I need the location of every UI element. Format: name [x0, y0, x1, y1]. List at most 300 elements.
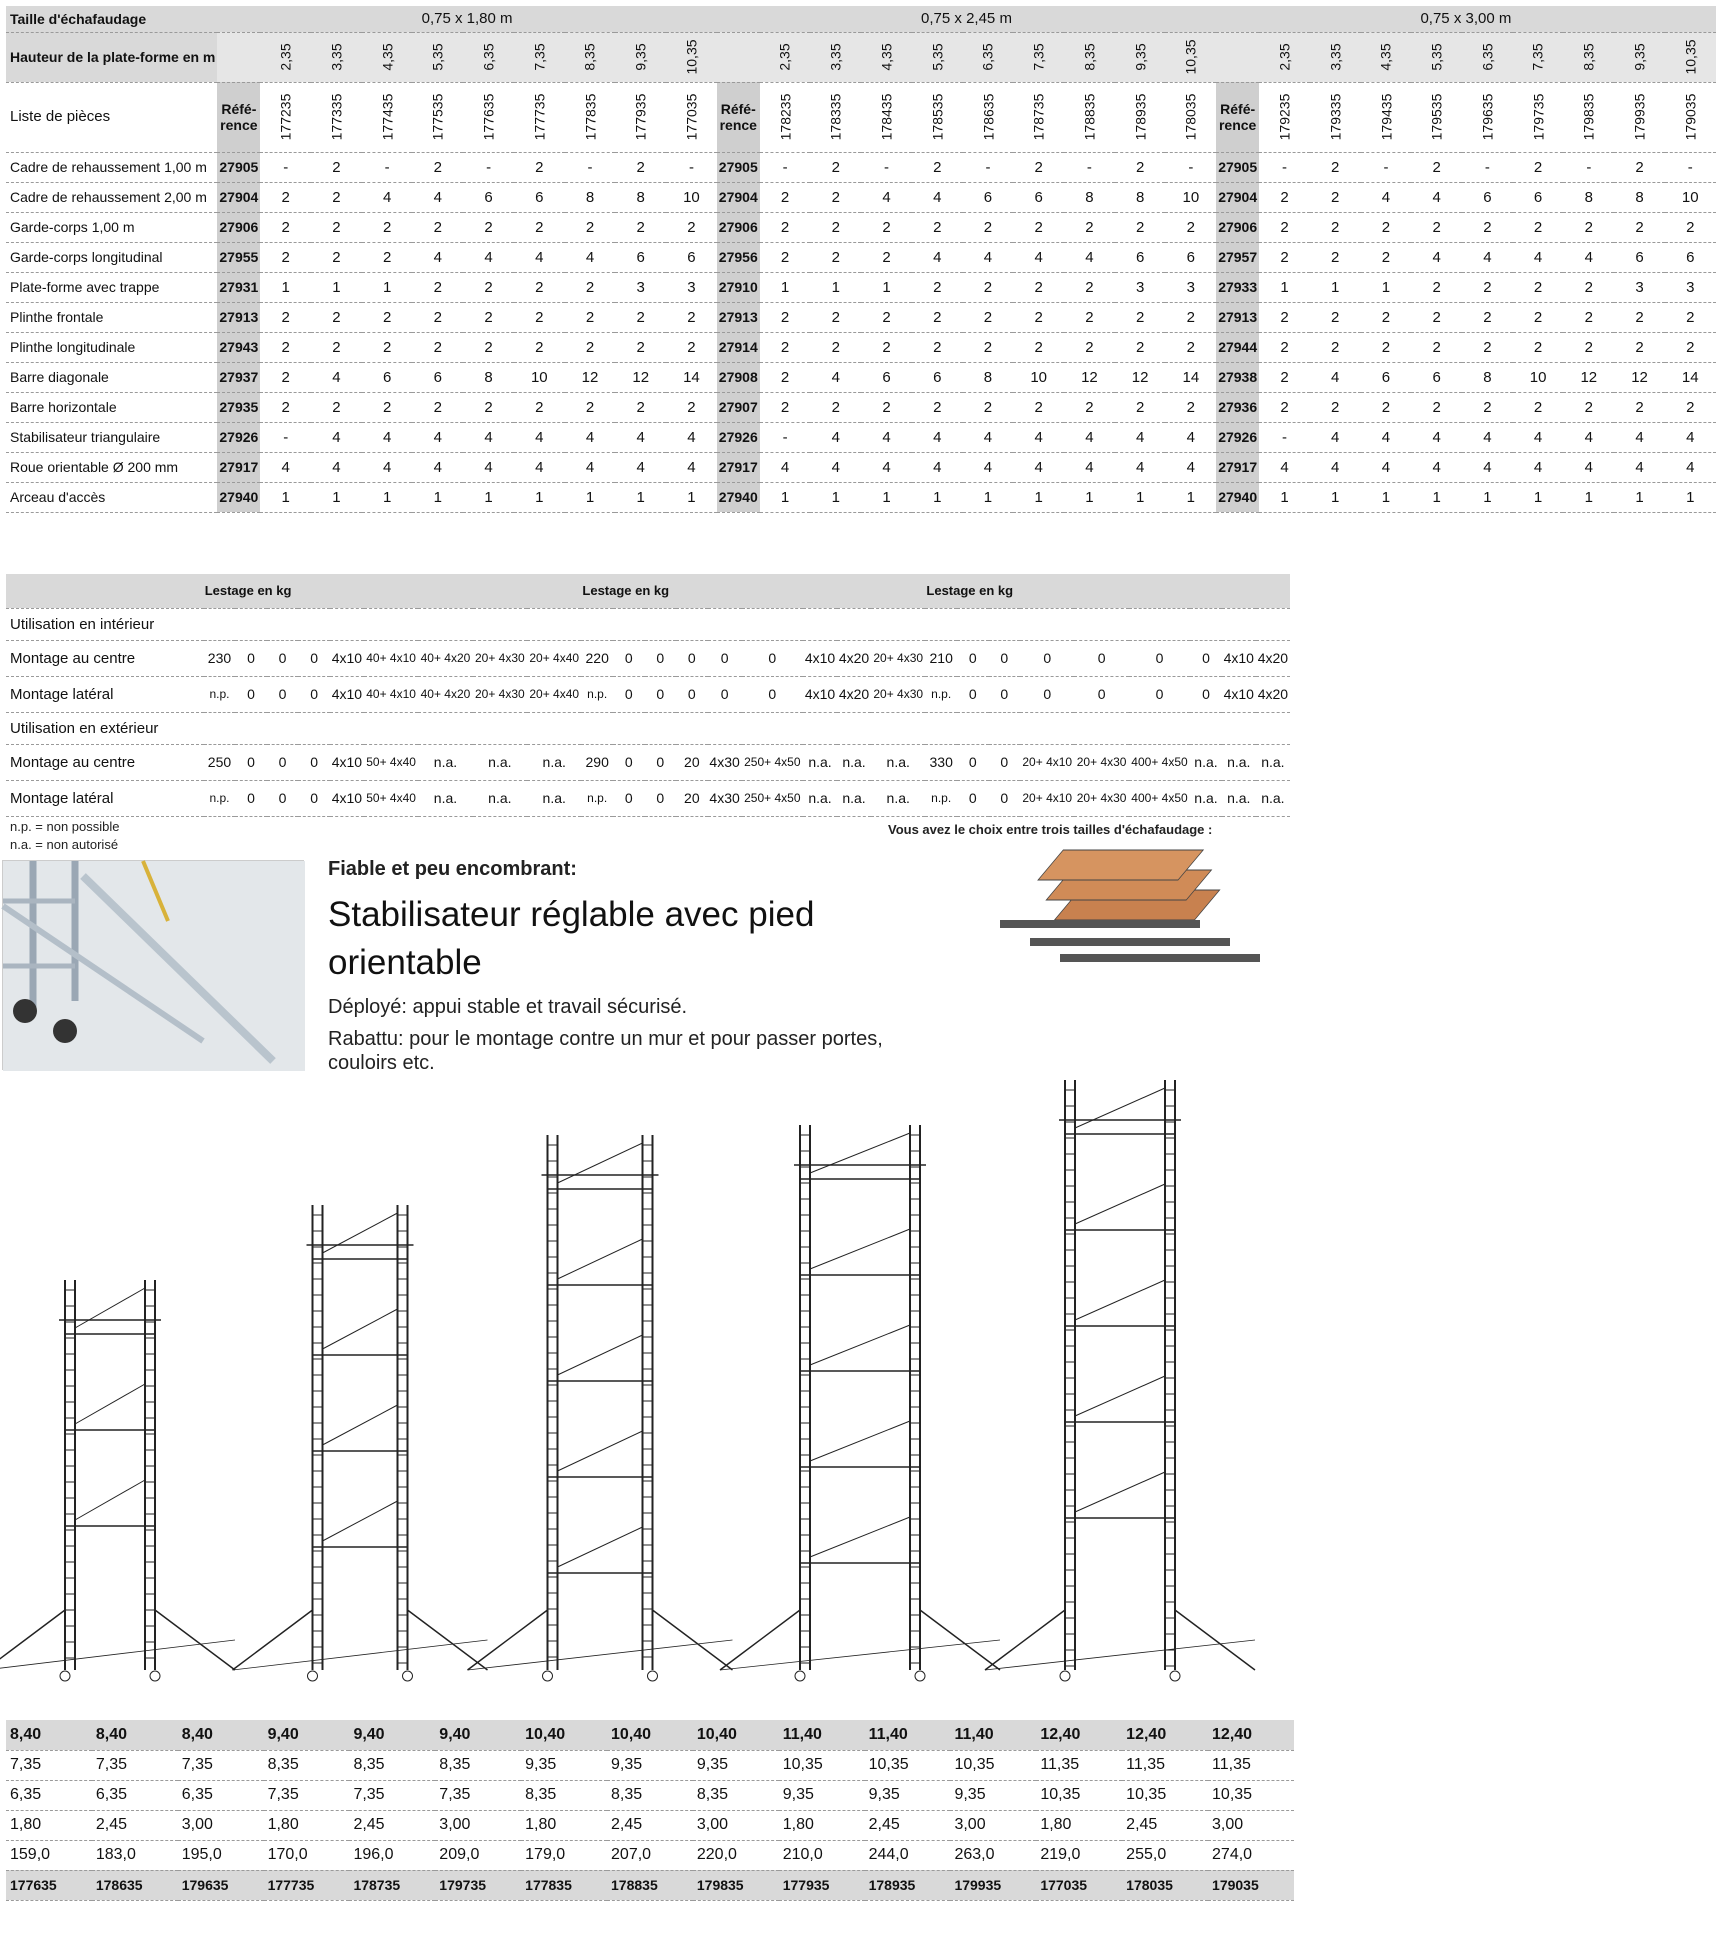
- ballast-value: n.a.: [1190, 780, 1222, 816]
- ballast-value: 40+ 4x20: [418, 640, 472, 676]
- dimension-value: 6,35: [92, 1780, 178, 1810]
- part-quantity: 1: [760, 272, 811, 302]
- part-quantity: 2: [912, 392, 963, 422]
- part-quantity: 2: [1064, 272, 1115, 302]
- part-quantity: 2: [1013, 272, 1064, 302]
- part-quantity: -: [1563, 152, 1614, 182]
- part-reference: 27957: [1216, 242, 1259, 272]
- part-quantity: 4: [412, 422, 463, 452]
- part-quantity: 2: [260, 392, 311, 422]
- part-quantity: 4: [412, 182, 463, 212]
- part-quantity: 2: [760, 212, 811, 242]
- part-quantity: 2: [1259, 332, 1310, 362]
- part-quantity: 2: [1310, 332, 1361, 362]
- dimension-value: 10,35: [950, 1750, 1036, 1780]
- ballast-header: Lestage en kg: [926, 583, 1014, 599]
- dimension-value: 8,35: [264, 1750, 350, 1780]
- ballast-value: 0: [613, 744, 645, 780]
- part-reference: 27944: [1216, 332, 1259, 362]
- part-reference: 27905: [1216, 152, 1259, 182]
- ballast-value: 40+ 4x10: [364, 640, 418, 676]
- ballast-row: [6, 780, 1290, 816]
- height-value: 4,35: [878, 42, 895, 71]
- part-name: Garde-corps longitudinal: [6, 242, 217, 272]
- part-quantity: 6: [1165, 242, 1216, 272]
- ballast-value: 4x20: [837, 640, 871, 676]
- part-quantity: 2: [1361, 392, 1412, 422]
- part-quantity: 2: [463, 212, 514, 242]
- ballast-value: 330: [925, 744, 957, 780]
- part-quantity: 2: [1563, 392, 1614, 422]
- diagonal-brace: [558, 1431, 643, 1471]
- note-na: n.a. = non autorisé: [10, 837, 119, 852]
- stabiliser: [653, 1610, 733, 1670]
- height-value: 3,35: [328, 42, 345, 71]
- part-quantity: 12: [615, 362, 666, 392]
- legend-notes: [10, 818, 120, 854]
- dimension-value: 210,0: [779, 1840, 865, 1870]
- part-quantity: 4: [362, 452, 413, 482]
- part-quantity: 2: [810, 302, 861, 332]
- part-quantity: -: [463, 152, 514, 182]
- part-quantity: 2: [1614, 332, 1665, 362]
- part-quantity: -: [963, 152, 1014, 182]
- ballast-value: 0: [676, 640, 708, 676]
- dimension-value: 2,45: [92, 1810, 178, 1840]
- dimension-value: 8,40: [178, 1720, 264, 1750]
- part-quantity: 2: [810, 332, 861, 362]
- height-value: 9,35: [632, 42, 649, 71]
- diagonal-brace: [558, 1527, 643, 1567]
- ballast-value: 0: [267, 780, 299, 816]
- part-quantity: 2: [1115, 212, 1166, 242]
- dimension-value: 6,35: [6, 1780, 92, 1810]
- article-code: 178035: [1182, 93, 1199, 140]
- dimension-value: 9,35: [950, 1780, 1036, 1810]
- part-name: Stabilisateur triangulaire: [6, 422, 217, 452]
- dimension-value: 2,45: [607, 1810, 693, 1840]
- dimension-value: 209,0: [435, 1840, 521, 1870]
- part-quantity: 2: [1115, 332, 1166, 362]
- feature-folded: Rabattu: pour le montage contre un mur et pour passer portes, couloirs etc.: [328, 1028, 883, 1074]
- part-quantity: 2: [963, 392, 1014, 422]
- part-quantity: 2: [1361, 242, 1412, 272]
- part-quantity: 1: [1462, 482, 1513, 512]
- part-quantity: 1: [1614, 482, 1665, 512]
- part-quantity: 2: [1310, 212, 1361, 242]
- feature-kicker: Fiable et peu encombrant:: [328, 858, 577, 880]
- ballast-value: n.a.: [418, 780, 472, 816]
- part-quantity: -: [666, 152, 717, 182]
- dimension-value: 9,35: [607, 1750, 693, 1780]
- part-quantity: 6: [1462, 182, 1513, 212]
- ballast-value: 250+ 4x50: [742, 744, 803, 780]
- dimension-value: 179635: [178, 1870, 264, 1900]
- dimension-value: 3,00: [178, 1810, 264, 1840]
- height-value: 8,35: [1081, 42, 1098, 71]
- part-quantity: 2: [412, 212, 463, 242]
- part-quantity: 6: [912, 362, 963, 392]
- part-quantity: 2: [1563, 272, 1614, 302]
- height-value: 4,35: [1377, 42, 1394, 71]
- dimension-value: 196,0: [349, 1840, 435, 1870]
- part-quantity: 2: [912, 272, 963, 302]
- usage-section: Utilisation en intérieur: [6, 608, 1290, 640]
- part-quantity: 4: [1665, 452, 1716, 482]
- dimension-value: 9,35: [521, 1750, 607, 1780]
- part-quantity: 2: [1513, 392, 1564, 422]
- ballast-value: 40+ 4x10: [364, 676, 418, 712]
- dimension-value: 8,35: [521, 1780, 607, 1810]
- part-quantity: 2: [463, 272, 514, 302]
- part-quantity: 2: [463, 392, 514, 422]
- part-quantity: 4: [1064, 452, 1115, 482]
- part-quantity: 2: [1310, 242, 1361, 272]
- part-quantity: 2: [463, 302, 514, 332]
- ballast-value: 400+ 4x50: [1129, 744, 1190, 780]
- part-quantity: 4: [1563, 242, 1614, 272]
- dimension-value: 1,80: [264, 1810, 350, 1840]
- part-quantity: 4: [311, 422, 362, 452]
- part-quantity: 2: [1259, 212, 1310, 242]
- dimension-value: 177035: [1036, 1870, 1122, 1900]
- part-quantity: 2: [1310, 182, 1361, 212]
- ballast-value: n.a.: [1256, 744, 1290, 780]
- dimension-row: [6, 1870, 1294, 1900]
- part-quantity: 2: [412, 392, 463, 422]
- part-quantity: 4: [615, 422, 666, 452]
- stabiliser: [408, 1610, 488, 1670]
- stabiliser: [233, 1610, 313, 1670]
- dimension-value: 2,45: [349, 1810, 435, 1840]
- dimension-value: 8,35: [607, 1780, 693, 1810]
- ballast-value: 400+ 4x50: [1129, 780, 1190, 816]
- ballast-value: 0: [957, 744, 989, 780]
- ballast-row: [6, 744, 1290, 780]
- part-quantity: 6: [463, 182, 514, 212]
- part-reference: 27917: [1216, 452, 1259, 482]
- code-header-row: [6, 82, 1716, 152]
- ballast-value: 0: [267, 640, 299, 676]
- dimension-value: 10,40: [607, 1720, 693, 1750]
- part-quantity: 8: [1462, 362, 1513, 392]
- part-quantity: -: [1064, 152, 1115, 182]
- dimension-value: 263,0: [950, 1840, 1036, 1870]
- part-quantity: 1: [1563, 482, 1614, 512]
- part-quantity: 4: [810, 362, 861, 392]
- part-quantity: 4: [1361, 182, 1412, 212]
- part-quantity: 2: [1361, 332, 1412, 362]
- stabiliser: [468, 1640, 733, 1670]
- part-row: [6, 182, 1716, 212]
- part-quantity: 2: [1411, 212, 1462, 242]
- part-quantity: 2: [311, 182, 362, 212]
- article-code: 178335: [827, 93, 844, 140]
- part-quantity: 4: [1013, 242, 1064, 272]
- ballast-value: 0: [1074, 640, 1128, 676]
- part-quantity: 4: [666, 452, 717, 482]
- part-quantity: 2: [861, 332, 912, 362]
- part-quantity: 1: [912, 482, 963, 512]
- part-quantity: 1: [1310, 272, 1361, 302]
- part-quantity: 2: [963, 212, 1014, 242]
- part-quantity: 4: [963, 242, 1014, 272]
- diagonal-brace: [323, 1213, 398, 1253]
- height-value: 6,35: [979, 42, 996, 71]
- stabiliser: [1175, 1610, 1255, 1670]
- diagonal-brace: [1075, 1088, 1165, 1128]
- part-quantity: 2: [463, 332, 514, 362]
- part-quantity: 4: [912, 452, 963, 482]
- platform-sizes-image: [980, 830, 1280, 970]
- part-quantity: 2: [760, 242, 811, 272]
- part-quantity: 2: [760, 182, 811, 212]
- part-reference: 27904: [1216, 182, 1259, 212]
- ballast-value: 0: [676, 676, 708, 712]
- part-quantity: 2: [565, 272, 616, 302]
- part-quantity: 2: [1513, 332, 1564, 362]
- part-quantity: 4: [1411, 182, 1462, 212]
- part-quantity: 2: [362, 392, 413, 422]
- size-title: Taille d'échafaudage: [6, 6, 217, 32]
- part-reference: 27907: [717, 392, 760, 422]
- reference-label: Réfé-rence: [717, 82, 760, 152]
- ballast-header: Lestage en kg: [582, 583, 670, 599]
- diagonal-brace: [810, 1229, 910, 1269]
- height-value: 5,35: [429, 42, 446, 71]
- part-quantity: 2: [1013, 302, 1064, 332]
- part-quantity: -: [861, 152, 912, 182]
- wheel: [1170, 1671, 1180, 1681]
- part-quantity: 2: [1563, 332, 1614, 362]
- part-quantity: 1: [760, 482, 811, 512]
- part-quantity: 6: [1361, 362, 1412, 392]
- part-quantity: -: [1361, 152, 1412, 182]
- article-code: 178935: [1132, 93, 1149, 140]
- part-quantity: 2: [1462, 272, 1513, 302]
- dimension-row: [6, 1840, 1294, 1870]
- height-value: 3,35: [1327, 42, 1344, 71]
- part-name: Plinthe frontale: [6, 302, 217, 332]
- part-quantity: 1: [260, 482, 311, 512]
- part-quantity: 4: [1361, 452, 1412, 482]
- height-value: 6,35: [1479, 42, 1496, 71]
- part-quantity: 2: [1665, 212, 1716, 242]
- part-quantity: 2: [412, 332, 463, 362]
- part-quantity: 1: [1064, 482, 1115, 512]
- part-quantity: -: [362, 152, 413, 182]
- dimension-value: 7,35: [264, 1780, 350, 1810]
- part-row: [6, 302, 1716, 332]
- ballast-value: 290: [581, 744, 613, 780]
- dimension-value: 159,0: [6, 1840, 92, 1870]
- dimension-value: 8,35: [349, 1750, 435, 1780]
- ballast-value: 50+ 4x40: [364, 744, 418, 780]
- part-quantity: 4: [615, 452, 666, 482]
- part-quantity: 2: [1411, 152, 1462, 182]
- part-quantity: 2: [1614, 212, 1665, 242]
- part-quantity: 4: [1462, 242, 1513, 272]
- wheel: [1060, 1671, 1070, 1681]
- part-quantity: 4: [1411, 452, 1462, 482]
- article-code: 178235: [777, 93, 794, 140]
- ballast-value: 20+ 4x30: [473, 676, 527, 712]
- diagonal-brace: [75, 1480, 145, 1520]
- ballast-value: 0: [742, 676, 803, 712]
- part-quantity: 2: [1513, 302, 1564, 332]
- part-reference: 27937: [217, 362, 260, 392]
- part-quantity: 2: [963, 302, 1014, 332]
- diagonal-brace: [810, 1421, 910, 1461]
- part-quantity: 2: [1513, 272, 1564, 302]
- part-quantity: 4: [1115, 452, 1166, 482]
- ballast-value: n.p.: [581, 780, 613, 816]
- part-quantity: 4: [810, 422, 861, 452]
- part-quantity: 2: [362, 332, 413, 362]
- ballast-value: 0: [235, 780, 267, 816]
- ballast-value: n.a.: [473, 780, 527, 816]
- dimension-row: [6, 1780, 1294, 1810]
- part-quantity: 2: [1411, 272, 1462, 302]
- dimension-value: 7,35: [6, 1750, 92, 1780]
- ballast-value: 0: [298, 780, 330, 816]
- part-quantity: 1: [861, 482, 912, 512]
- dimension-row: [6, 1720, 1294, 1750]
- part-quantity: 1: [666, 482, 717, 512]
- part-quantity: 2: [1064, 302, 1115, 332]
- wheel: [543, 1671, 553, 1681]
- part-quantity: 2: [565, 212, 616, 242]
- ballast-value: 0: [989, 640, 1021, 676]
- part-row: [6, 362, 1716, 392]
- part-quantity: 1: [311, 482, 362, 512]
- dimension-value: 10,40: [693, 1720, 779, 1750]
- dimension-value: 179935: [950, 1870, 1036, 1900]
- part-quantity: 1: [861, 272, 912, 302]
- part-quantity: 2: [1563, 212, 1614, 242]
- part-quantity: 4: [260, 452, 311, 482]
- dimension-value: 2,45: [865, 1810, 951, 1840]
- part-quantity: 2: [1462, 212, 1513, 242]
- ballast-value: 0: [1074, 676, 1128, 712]
- dimension-value: 12,40: [1122, 1720, 1208, 1750]
- ballast-value: n.p.: [204, 676, 236, 712]
- part-quantity: 2: [963, 332, 1014, 362]
- mount-type: Montage au centre: [6, 744, 204, 780]
- ballast-value: n.a.: [871, 744, 925, 780]
- ballast-value: 0: [267, 676, 299, 712]
- size-choice-caption: Vous avez le choix entre trois tailles d'échafaudage :: [888, 822, 1213, 837]
- ballast-value: n.p.: [925, 780, 957, 816]
- part-quantity: 1: [362, 482, 413, 512]
- part-quantity: 1: [514, 482, 565, 512]
- ballast-value: 0: [613, 780, 645, 816]
- dimension-value: 170,0: [264, 1840, 350, 1870]
- ballast-value: n.p.: [581, 676, 613, 712]
- part-quantity: 4: [514, 452, 565, 482]
- ballast-value: 0: [267, 744, 299, 780]
- part-quantity: 2: [666, 392, 717, 422]
- dimension-value: 12,40: [1036, 1720, 1122, 1750]
- dimension-value: 1,80: [1036, 1810, 1122, 1840]
- part-quantity: 4: [1115, 422, 1166, 452]
- part-quantity: 4: [1462, 422, 1513, 452]
- article-code: 178435: [878, 93, 895, 140]
- article-code: 179235: [1276, 93, 1293, 140]
- part-quantity: 2: [760, 302, 811, 332]
- article-code: 177335: [328, 93, 345, 140]
- part-quantity: 1: [1411, 482, 1462, 512]
- part-reference: 27926: [717, 422, 760, 452]
- part-reference: 27955: [217, 242, 260, 272]
- part-quantity: 2: [1462, 332, 1513, 362]
- ballast-value: 0: [645, 640, 677, 676]
- note-np: n.p. = non possible: [10, 819, 120, 834]
- dimension-value: 2,45: [1122, 1810, 1208, 1840]
- part-name: Cadre de rehaussement 1,00 m: [6, 152, 217, 182]
- height-value: 7,35: [1030, 42, 1047, 71]
- dimension-value: 207,0: [607, 1840, 693, 1870]
- ballast-value: n.p.: [204, 780, 236, 816]
- part-quantity: 4: [1013, 452, 1064, 482]
- part-quantity: 6: [615, 242, 666, 272]
- ballast-value: 0: [1020, 676, 1074, 712]
- ballast-value: 4x20: [1256, 640, 1290, 676]
- size-header-row: [6, 6, 1716, 32]
- part-quantity: 4: [565, 422, 616, 452]
- ballast-value: n.a.: [527, 744, 581, 780]
- height-value: 9,35: [1132, 42, 1149, 71]
- diagonal-brace: [323, 1309, 398, 1349]
- wheel: [403, 1671, 413, 1681]
- part-name: Arceau d'accès: [6, 482, 217, 512]
- part-quantity: 2: [260, 362, 311, 392]
- part-reference: 27908: [717, 362, 760, 392]
- dimension-value: 1,80: [779, 1810, 865, 1840]
- part-quantity: 8: [615, 182, 666, 212]
- dimension-value: 8,40: [6, 1720, 92, 1750]
- height-value: 2,35: [1276, 42, 1293, 71]
- part-quantity: 10: [1013, 362, 1064, 392]
- diagonal-brace: [558, 1239, 643, 1279]
- part-quantity: 4: [1310, 452, 1361, 482]
- part-quantity: 6: [1665, 242, 1716, 272]
- ballast-value: 210: [925, 640, 957, 676]
- diagonal-brace: [558, 1335, 643, 1375]
- article-code: 178635: [979, 93, 996, 140]
- ballast-value: 0: [1129, 676, 1190, 712]
- part-quantity: 2: [311, 212, 362, 242]
- ballast-value: 0: [235, 744, 267, 780]
- size-1: 0,75 x 1,80 m: [217, 6, 716, 32]
- part-reference: 27906: [217, 212, 260, 242]
- part-quantity: 8: [565, 182, 616, 212]
- wheel: [60, 1671, 70, 1681]
- dimension-value: 8,40: [92, 1720, 178, 1750]
- dimension-value: 10,35: [779, 1750, 865, 1780]
- ballast-header-row: [6, 574, 1290, 608]
- part-quantity: 4: [963, 422, 1014, 452]
- part-quantity: 6: [666, 242, 717, 272]
- height-value: 7,35: [1530, 42, 1547, 71]
- dimension-value: 183,0: [92, 1840, 178, 1870]
- ballast-value: 0: [957, 780, 989, 816]
- part-quantity: 2: [861, 302, 912, 332]
- part-quantity: 4: [311, 452, 362, 482]
- part-quantity: 2: [912, 212, 963, 242]
- ballast-value: 0: [613, 676, 645, 712]
- article-code: 178835: [1081, 93, 1098, 140]
